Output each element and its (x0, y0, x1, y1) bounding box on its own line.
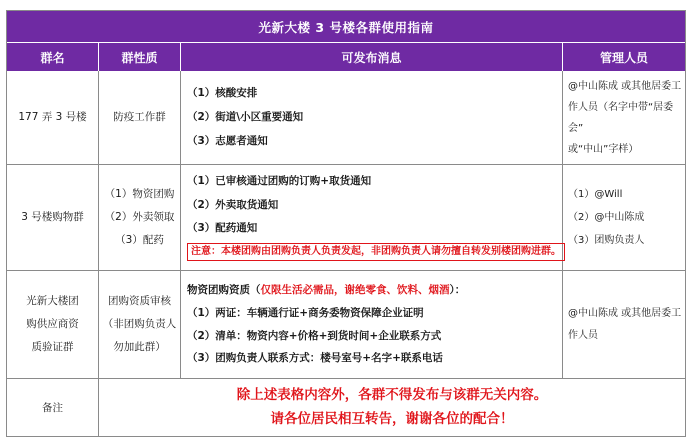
row1-messages (181, 71, 563, 165)
row2-group-type: （1）物资团购 （2）外卖领取 （3）配药 (99, 165, 181, 271)
header-managers: 管理人员 (563, 43, 685, 71)
header-group-name: 群名 (7, 43, 99, 71)
row2-group-name: 3 号楼购物群 (7, 165, 99, 271)
row1-group-type: 防疫工作群 (99, 71, 181, 165)
row3-messages (181, 271, 563, 379)
row2-messages (181, 165, 563, 271)
list-item: （1）两证：车辆通行证+商务委物资保障企业证明 (187, 306, 424, 319)
row1-managers: @中山陈成 或其他居委工 作人员（名字中带“居委会” 或“中山”字样） (563, 71, 685, 165)
list-item: （2）清单：物资内容+价格+到货时间+企业联系方式 (187, 329, 442, 342)
remarks-content: 除上述表格内容外，各群不得发布与该群无关内容。 请各位居民相互转告，谢谢各位的配合！ (236, 387, 548, 427)
header-messages: 可发布消息 (181, 43, 563, 71)
list-item: （2）外卖取货通知 (187, 198, 279, 211)
list-item: （1）核酸安排 (187, 87, 258, 100)
table-title: 光新大楼 3 号楼各群使用指南 (7, 11, 685, 43)
list-item: （3）团购负责人联系方式：楼号室号+名字+联系电话 (187, 352, 443, 365)
qualification-heading: 物资团购资质（仅限生活必需品，谢绝零食、饮料、烟酒）： (187, 284, 466, 297)
remarks-label: 备注 (7, 379, 99, 437)
row3-group-name: 光新大楼团 购供应商资 质验证群 (7, 271, 99, 379)
row2-managers: （1）@Will （2）@中山陈成 （3）团购负责人 (563, 165, 685, 271)
row3-group-type: 团购资质审核 （非团购负责人 勿加此群） (99, 271, 181, 379)
list-item: （1）已审核通过团购的订购+取货通知 (187, 174, 372, 187)
list-item: （3）志愿者通知 (187, 134, 268, 147)
warning-note: 注意：本楼团购由团购负责人负责发起，非团购负责人请勿擅自转发别楼团购进群。 (187, 243, 565, 261)
list-item: （2）街道\小区重要通知 (187, 111, 304, 124)
row1-group-name: 177 弄 3 号楼 (7, 71, 99, 165)
usage-guide-table (6, 10, 686, 437)
row3-managers: @中山陈成 或其他居委工 作人员 (563, 271, 685, 379)
header-group-type: 群性质 (99, 43, 181, 71)
list-item: （3）配药通知 (187, 222, 258, 235)
